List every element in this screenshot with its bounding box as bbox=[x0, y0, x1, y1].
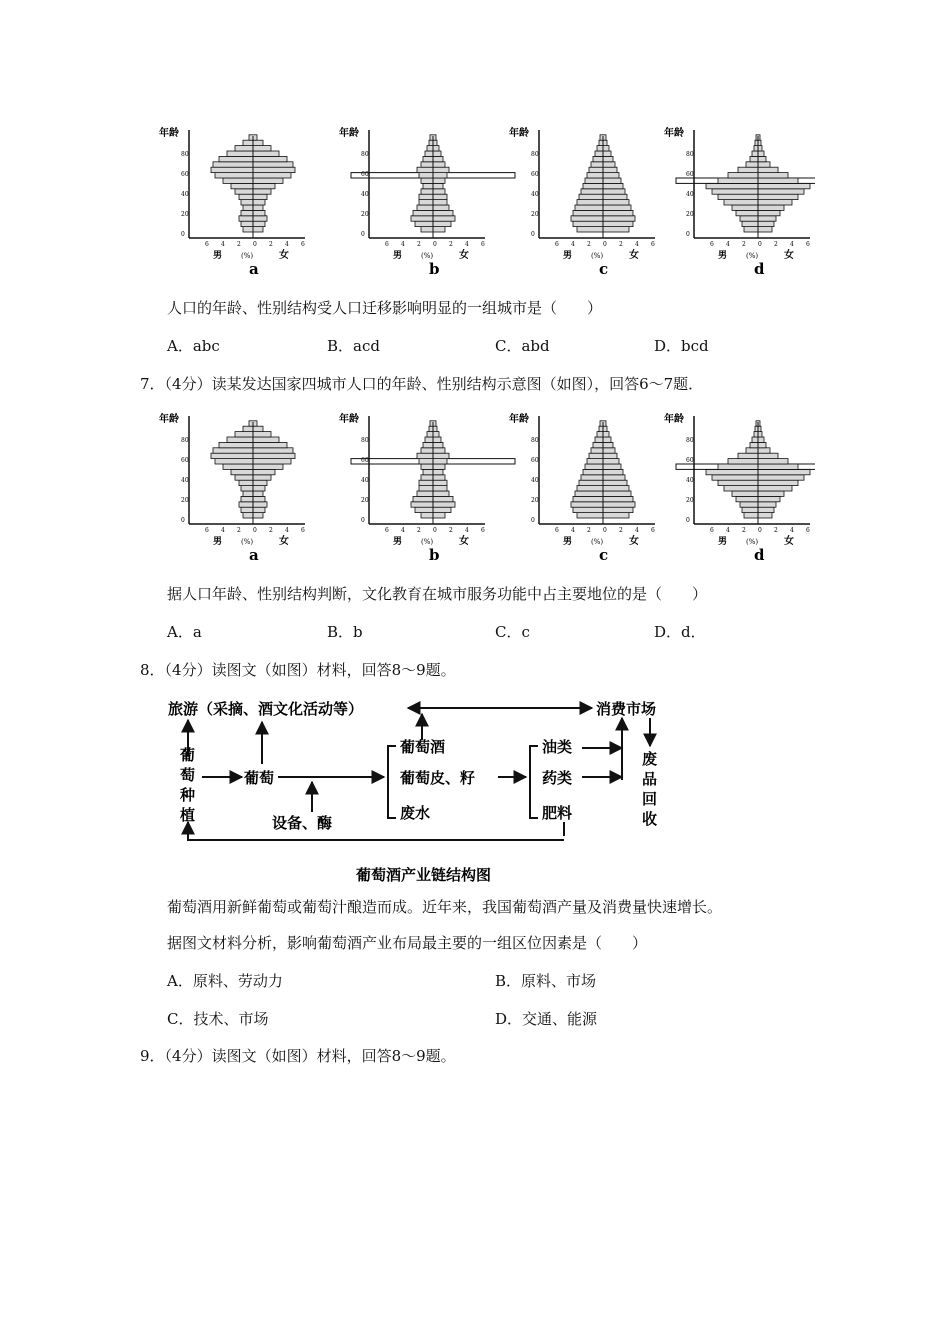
y-tick: 0 bbox=[531, 231, 535, 238]
flow-consumer-market: 消费市场 bbox=[596, 700, 657, 718]
q7-option-d[interactable]: D．d． bbox=[654, 623, 706, 641]
x-tick: 0 bbox=[758, 527, 762, 534]
y-tick: 20 bbox=[361, 497, 369, 504]
y-tick: 60 bbox=[181, 171, 189, 178]
male-label: 男 bbox=[393, 537, 403, 547]
female-label: 女 bbox=[279, 250, 289, 261]
svg-text:萄: 萄 bbox=[180, 766, 196, 784]
svg-text:植: 植 bbox=[180, 806, 196, 824]
y-axis-label: 年龄 bbox=[339, 128, 359, 139]
male-label: 男 bbox=[213, 537, 223, 547]
x-tick: 4 bbox=[790, 241, 794, 248]
y-tick: 40 bbox=[531, 191, 539, 198]
pyramid-a bbox=[159, 126, 305, 278]
unit-label: (%) bbox=[591, 252, 604, 260]
svg-text:废: 废 bbox=[642, 750, 658, 768]
wine-industry-chain-diagram bbox=[160, 690, 700, 890]
x-tick: 4 bbox=[401, 527, 405, 534]
y-tick: 40 bbox=[181, 191, 189, 198]
y-tick: 80 bbox=[531, 437, 539, 444]
population-pyramids-figure-1 bbox=[155, 122, 815, 282]
figure-letter: b bbox=[429, 260, 440, 278]
x-tick: 6 bbox=[205, 241, 209, 248]
population-pyramids-figure-2 bbox=[155, 408, 815, 568]
q8-option-b[interactable]: B．原料、市场 bbox=[495, 972, 597, 990]
y-axis-label: 年龄 bbox=[339, 414, 359, 425]
x-tick: 4 bbox=[571, 527, 575, 534]
x-tick: 6 bbox=[481, 241, 485, 248]
y-tick: 20 bbox=[181, 497, 189, 504]
male-label: 男 bbox=[393, 251, 403, 261]
y-tick: 60 bbox=[361, 457, 369, 464]
x-tick: 2 bbox=[619, 241, 623, 248]
y-tick: 20 bbox=[686, 211, 694, 218]
x-tick: 6 bbox=[301, 241, 305, 248]
y-tick: 0 bbox=[181, 517, 185, 524]
x-tick: 6 bbox=[385, 241, 389, 248]
x-tick: 2 bbox=[449, 241, 453, 248]
x-tick: 2 bbox=[774, 241, 778, 248]
x-tick: 4 bbox=[571, 241, 575, 248]
y-axis-label: 年龄 bbox=[159, 128, 179, 139]
male-label: 男 bbox=[718, 251, 728, 261]
svg-text:品: 品 bbox=[642, 770, 658, 788]
figure-letter: b bbox=[429, 546, 440, 564]
y-axis-label: 年龄 bbox=[664, 128, 684, 139]
x-tick: 6 bbox=[205, 527, 209, 534]
flow-skin-seed: 葡萄皮、籽 bbox=[400, 769, 476, 787]
y-tick: 0 bbox=[181, 231, 185, 238]
svg-text:回: 回 bbox=[642, 790, 658, 808]
q7-option-b[interactable]: B．b bbox=[327, 623, 363, 641]
q7-question: 据人口年龄、性别结构判断，文化教育在城市服务功能中占主要地位的是（ ） bbox=[167, 585, 708, 603]
x-tick: 6 bbox=[806, 527, 810, 534]
figure-letter: a bbox=[249, 260, 259, 278]
y-axis-label: 年龄 bbox=[509, 128, 529, 139]
svg-text:种: 种 bbox=[180, 786, 196, 804]
male-label: 男 bbox=[213, 251, 223, 261]
y-tick: 60 bbox=[686, 457, 694, 464]
y-axis-label: 年龄 bbox=[509, 414, 529, 425]
y-tick: 40 bbox=[361, 477, 369, 484]
x-tick: 6 bbox=[555, 527, 559, 534]
x-tick: 6 bbox=[481, 527, 485, 534]
x-tick: 4 bbox=[221, 241, 225, 248]
y-tick: 80 bbox=[531, 151, 539, 158]
x-tick: 4 bbox=[401, 241, 405, 248]
q6-option-a[interactable]: A．abc bbox=[167, 337, 220, 355]
flow-grape: 葡萄 bbox=[244, 769, 275, 787]
y-tick: 20 bbox=[686, 497, 694, 504]
y-tick: 0 bbox=[686, 517, 690, 524]
x-tick: 4 bbox=[285, 241, 289, 248]
flow-planting bbox=[179, 746, 195, 824]
figure-letter: a bbox=[249, 546, 259, 564]
pyramid-d bbox=[664, 126, 815, 278]
q8-question: 据图文材料分析，影响葡萄酒产业布局最主要的一组区位因素是（ ） bbox=[167, 934, 648, 952]
unit-label: (%) bbox=[421, 538, 434, 546]
flow-wine: 葡萄酒 bbox=[400, 738, 446, 756]
x-tick: 6 bbox=[806, 241, 810, 248]
female-label: 女 bbox=[629, 250, 639, 261]
y-tick: 80 bbox=[361, 151, 369, 158]
figure-letter: d bbox=[754, 546, 765, 564]
x-tick: 2 bbox=[774, 527, 778, 534]
x-tick: 0 bbox=[253, 241, 257, 248]
svg-text:收: 收 bbox=[642, 810, 658, 828]
x-tick: 4 bbox=[635, 527, 639, 534]
y-tick: 0 bbox=[686, 231, 690, 238]
male-label: 男 bbox=[563, 251, 573, 261]
x-tick: 2 bbox=[449, 527, 453, 534]
x-tick: 4 bbox=[726, 527, 730, 534]
x-tick: 6 bbox=[555, 241, 559, 248]
y-tick: 0 bbox=[361, 517, 365, 524]
q6-question: 人口的年龄、性别结构受人口迁移影响明显的一组城市是（ ） bbox=[167, 299, 603, 317]
x-tick: 2 bbox=[742, 527, 746, 534]
male-label: 男 bbox=[563, 537, 573, 547]
flow-oils: 油类 bbox=[542, 738, 573, 756]
female-label: 女 bbox=[784, 536, 794, 547]
female-label: 女 bbox=[279, 536, 289, 547]
flow-fertilizer: 肥料 bbox=[542, 804, 573, 822]
q7-stem: 7．（4分）读某发达国家四城市人口的年龄、性别结构示意图（如图），回答6～7题． bbox=[140, 375, 704, 393]
y-tick: 20 bbox=[531, 497, 539, 504]
female-label: 女 bbox=[784, 250, 794, 261]
q7-option-a[interactable]: A．a bbox=[167, 623, 202, 641]
unit-label: (%) bbox=[746, 538, 759, 546]
pyramid-b bbox=[339, 126, 515, 278]
female-label: 女 bbox=[459, 250, 469, 261]
x-tick: 4 bbox=[726, 241, 730, 248]
y-tick: 20 bbox=[181, 211, 189, 218]
q6-option-d[interactable]: D．bcd bbox=[654, 337, 709, 355]
y-tick: 0 bbox=[531, 517, 535, 524]
x-tick: 4 bbox=[465, 241, 469, 248]
y-tick: 80 bbox=[686, 437, 694, 444]
x-tick: 2 bbox=[619, 527, 623, 534]
y-axis-label: 年龄 bbox=[159, 414, 179, 425]
unit-label: (%) bbox=[746, 252, 759, 260]
x-tick: 0 bbox=[433, 527, 437, 534]
x-tick: 4 bbox=[790, 527, 794, 534]
flow-caption: 葡萄酒产业链结构图 bbox=[356, 866, 492, 884]
y-axis-label: 年龄 bbox=[664, 414, 684, 425]
y-tick: 60 bbox=[361, 171, 369, 178]
unit-label: (%) bbox=[241, 252, 254, 260]
unit-label: (%) bbox=[241, 538, 254, 546]
y-tick: 20 bbox=[361, 211, 369, 218]
figure-letter: c bbox=[599, 260, 609, 278]
y-tick: 40 bbox=[181, 477, 189, 484]
y-tick: 0 bbox=[361, 231, 365, 238]
svg-text:葡: 葡 bbox=[180, 746, 196, 764]
y-tick: 40 bbox=[531, 477, 539, 484]
x-tick: 6 bbox=[710, 527, 714, 534]
x-tick: 6 bbox=[651, 527, 655, 534]
unit-label: (%) bbox=[591, 538, 604, 546]
x-tick: 2 bbox=[417, 527, 421, 534]
q7-option-c[interactable]: C．c bbox=[495, 623, 530, 641]
x-tick: 4 bbox=[221, 527, 225, 534]
pyramid-c bbox=[509, 412, 655, 564]
x-tick: 2 bbox=[742, 241, 746, 248]
x-tick: 2 bbox=[417, 241, 421, 248]
female-label: 女 bbox=[459, 536, 469, 547]
x-tick: 0 bbox=[758, 241, 762, 248]
y-tick: 80 bbox=[361, 437, 369, 444]
x-tick: 2 bbox=[269, 527, 273, 534]
figure-letter: c bbox=[599, 546, 609, 564]
x-tick: 0 bbox=[603, 527, 607, 534]
x-tick: 2 bbox=[269, 241, 273, 248]
figure-letter: d bbox=[754, 260, 765, 278]
y-tick: 40 bbox=[686, 477, 694, 484]
x-tick: 6 bbox=[651, 241, 655, 248]
flow-tourism: 旅游（采摘、酒文化活动等） bbox=[168, 700, 364, 718]
flow-medicine: 药类 bbox=[542, 769, 573, 787]
y-tick: 80 bbox=[686, 151, 694, 158]
y-tick: 80 bbox=[181, 437, 189, 444]
q8-stem: 8．（4分）读图文（如图）材料，回答8～9题。 bbox=[140, 661, 456, 679]
female-label: 女 bbox=[629, 536, 639, 547]
flow-recycling bbox=[642, 750, 657, 828]
flow-wastewater: 废水 bbox=[400, 804, 431, 822]
x-tick: 0 bbox=[603, 241, 607, 248]
x-tick: 4 bbox=[465, 527, 469, 534]
y-tick: 80 bbox=[181, 151, 189, 158]
y-tick: 40 bbox=[686, 191, 694, 198]
q8-option-c[interactable]: C．技术、市场 bbox=[167, 1010, 269, 1028]
x-tick: 4 bbox=[635, 241, 639, 248]
x-tick: 2 bbox=[237, 527, 241, 534]
y-tick: 60 bbox=[686, 171, 694, 178]
x-tick: 0 bbox=[433, 241, 437, 248]
pyramid-d bbox=[664, 412, 815, 564]
pyramid-a bbox=[159, 412, 305, 564]
y-tick: 40 bbox=[361, 191, 369, 198]
pyramid-b bbox=[339, 412, 515, 564]
x-tick: 2 bbox=[587, 527, 591, 534]
q8-text: 葡萄酒用新鲜葡萄或葡萄汁酿造而成。近年来，我国葡萄酒产量及消费量快速增长。 bbox=[167, 898, 723, 916]
q8-option-d[interactable]: D．交通、能源 bbox=[495, 1010, 598, 1028]
x-tick: 0 bbox=[253, 527, 257, 534]
x-tick: 2 bbox=[587, 241, 591, 248]
x-tick: 2 bbox=[237, 241, 241, 248]
x-tick: 6 bbox=[385, 527, 389, 534]
y-tick: 60 bbox=[181, 457, 189, 464]
y-tick: 60 bbox=[531, 171, 539, 178]
x-tick: 6 bbox=[710, 241, 714, 248]
q6-option-c[interactable]: C．abd bbox=[495, 337, 550, 355]
y-tick: 20 bbox=[531, 211, 539, 218]
x-tick: 4 bbox=[285, 527, 289, 534]
q8-option-a[interactable]: A．原料、劳动力 bbox=[167, 972, 283, 990]
flow-equipment: 设备、酶 bbox=[272, 814, 333, 832]
y-tick: 60 bbox=[531, 457, 539, 464]
unit-label: (%) bbox=[421, 252, 434, 260]
x-tick: 6 bbox=[301, 527, 305, 534]
q6-option-b[interactable]: B．acd bbox=[327, 337, 380, 355]
q9-stem: 9．（4分）读图文（如图）材料，回答8～9题。 bbox=[140, 1047, 456, 1065]
male-label: 男 bbox=[718, 537, 728, 547]
pyramid-c bbox=[509, 126, 655, 278]
